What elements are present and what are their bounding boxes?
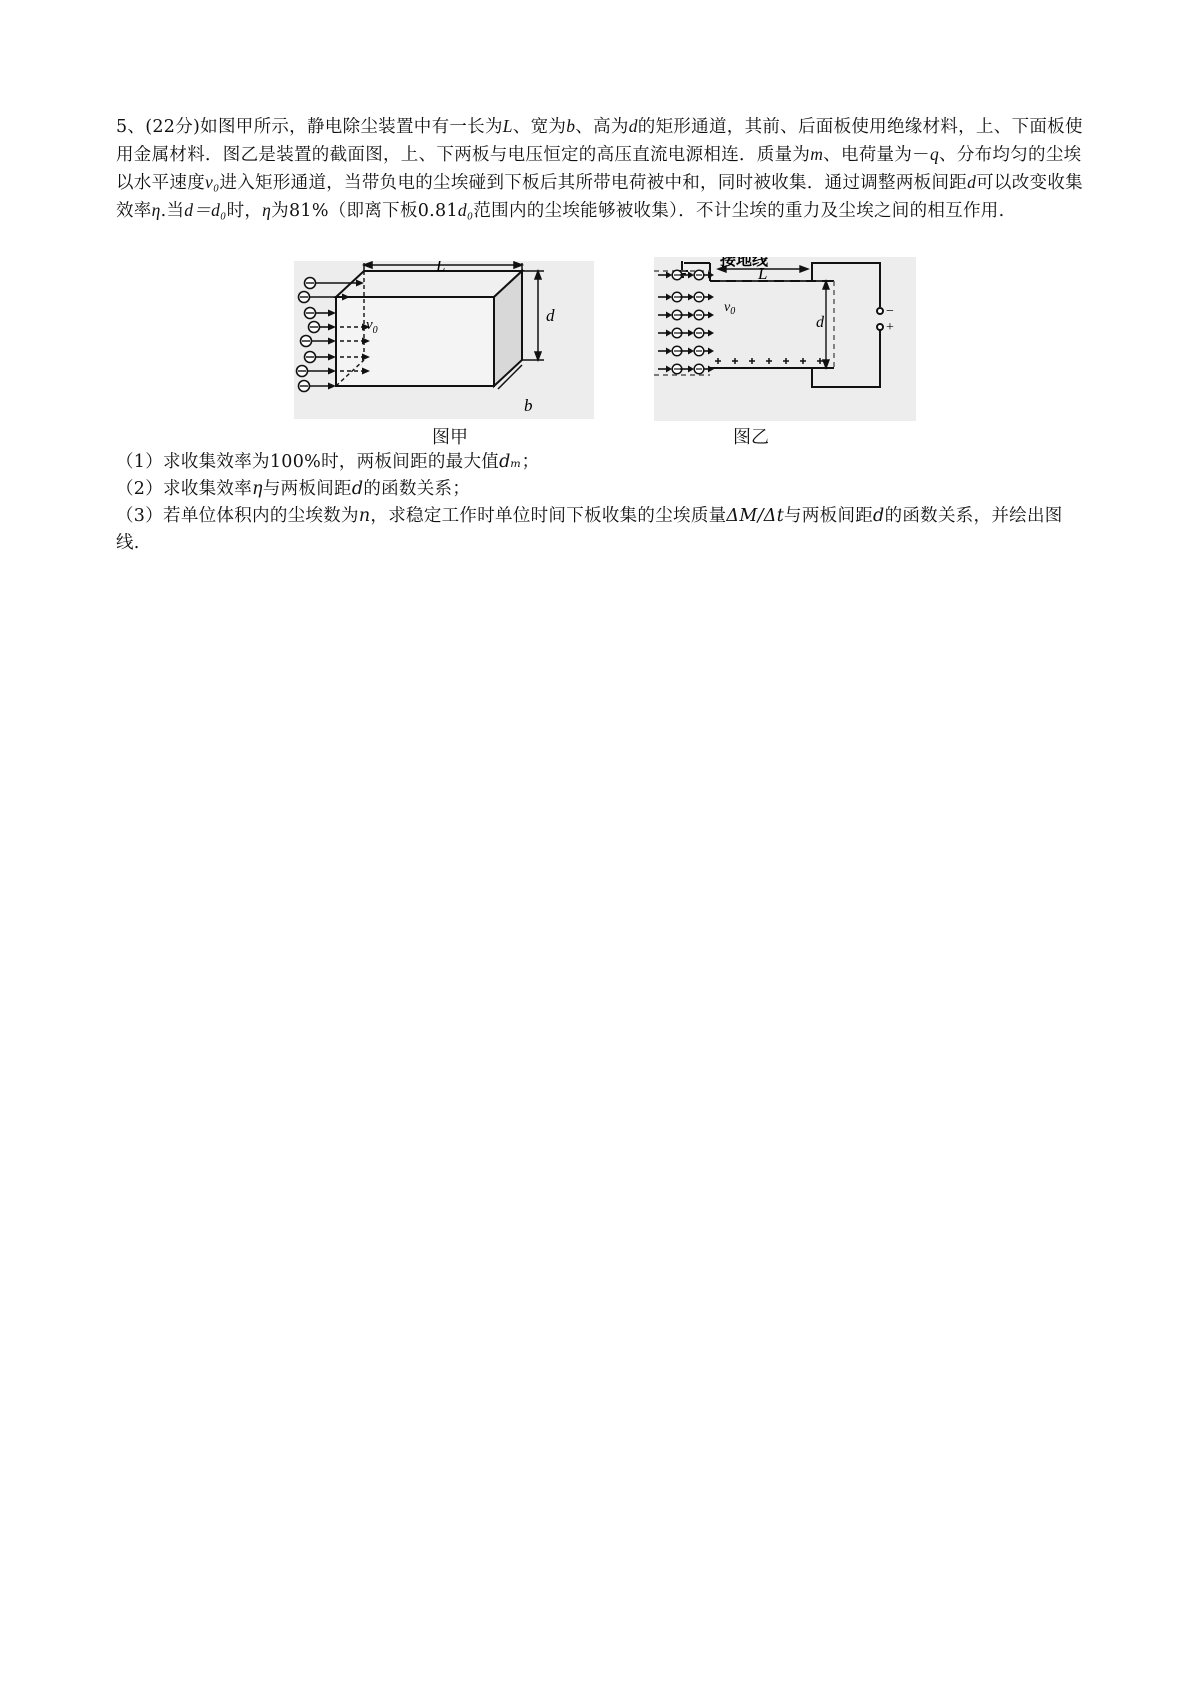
problem-text: 、宽为 xyxy=(512,117,567,137)
problem-text: 时， xyxy=(226,201,263,221)
var-v0: v₀ xyxy=(205,172,220,192)
problem-text: 可以改变收集效率 xyxy=(116,173,1083,221)
var-d: d xyxy=(967,172,977,192)
var-d: d xyxy=(628,116,638,136)
plate-charges xyxy=(715,281,823,364)
problem-text: .当 xyxy=(160,201,185,221)
var-eta: η xyxy=(252,479,263,499)
dust-particles xyxy=(658,270,714,374)
problem-text: 范围内的尘埃能够被收集）．不计尘埃的重力及尘埃之间的相互作用. xyxy=(473,201,1005,221)
var-d: d xyxy=(351,479,364,499)
question-1 xyxy=(116,449,1084,476)
terminal-minus: − xyxy=(886,304,894,319)
problem-text: 如图甲所示，静电除尘装置中有一长为 xyxy=(200,117,503,137)
q1-text: ； xyxy=(521,452,540,472)
problem-text: 进入矩形通道，当带负电的尘埃碰到下板后其所带电荷被中和，同时被收集．通过调整两板间距 xyxy=(219,173,968,193)
dim-d: d xyxy=(816,314,824,331)
question-3 xyxy=(116,503,1084,557)
var-q: q xyxy=(929,144,940,164)
figure-jia-diagram xyxy=(294,261,594,419)
problem-text: 为81%（即离下板0.81 xyxy=(271,201,458,221)
q2-text: （2）求收集效率 xyxy=(116,479,253,499)
terminal-plus: + xyxy=(886,320,894,335)
problem-text: 、分布均匀的尘埃以水平速度 xyxy=(116,145,1082,193)
figure-yi-diagram xyxy=(654,257,916,421)
var-L: L xyxy=(502,116,513,136)
caption-yi: 图乙 xyxy=(733,427,769,448)
figure-jia xyxy=(294,261,594,419)
var-d0: d₀ xyxy=(457,200,474,220)
var-eta: η xyxy=(151,200,161,220)
dim-b: b xyxy=(524,396,533,415)
problem-statement xyxy=(116,113,1084,225)
q2-text: 与两板间距 xyxy=(262,479,352,499)
var-condition: d＝d₀ xyxy=(184,200,227,220)
var-b: b xyxy=(566,116,576,136)
question-2 xyxy=(116,476,1084,503)
q3-text: 与两板间距 xyxy=(784,506,874,526)
q3-text: ，求稳定工作时单位时间下板收集的尘埃质量 xyxy=(370,506,727,526)
problem-text: 、电荷量为－ xyxy=(823,145,930,165)
dim-L: L xyxy=(758,264,768,283)
figure-yi xyxy=(654,257,916,421)
velocity-label: $v_0$ xyxy=(366,317,378,336)
problem-points: (22分) xyxy=(145,117,201,137)
q1-text: （1）求收集效率为100%时，两板间距的最大值 xyxy=(116,452,500,472)
q2-text: 的函数关系； xyxy=(363,479,471,499)
var-d: d xyxy=(873,506,885,526)
velocity-label: $v_0$ xyxy=(724,300,736,317)
problem-text: 、高为 xyxy=(575,117,629,137)
ground-label: 接地线 xyxy=(720,257,769,269)
var-n: n xyxy=(358,506,371,526)
problem-text: 的矩形通道，其前、后面板使用绝缘材料，上、下面板使用金属材料．图乙是装置的截面图，上、下两板与电压恒定的高压直流电源相连．质量为 xyxy=(116,117,1083,165)
q3-text: 的函数关系，并绘出图线. xyxy=(116,506,1063,553)
caption-jia: 图甲 xyxy=(432,427,468,448)
problem-number: 5、 xyxy=(116,117,146,137)
dim-L: L xyxy=(436,261,446,275)
q3-text: （3）若单位体积内的尘埃数为 xyxy=(116,506,359,526)
dim-d: d xyxy=(546,306,555,325)
var-eta: η xyxy=(262,200,272,220)
var-m: m xyxy=(810,144,824,164)
var-dM-dt: ΔM/Δt xyxy=(726,506,785,526)
var-dm: dₘ xyxy=(499,452,522,472)
